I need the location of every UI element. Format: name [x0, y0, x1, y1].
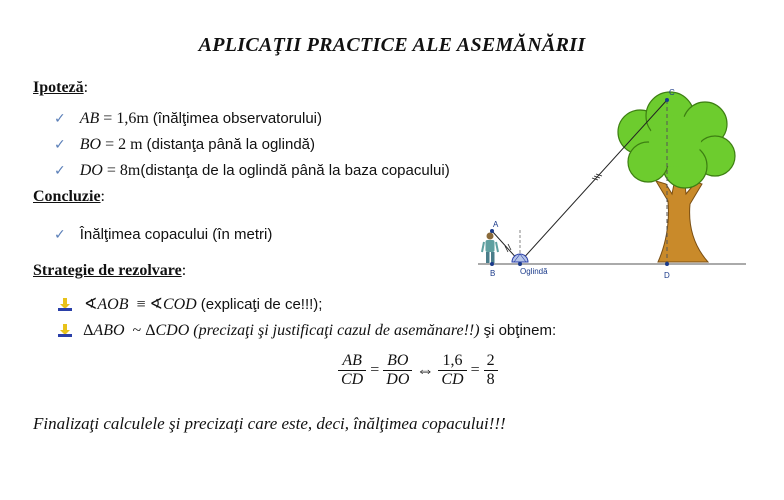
geometry-figure	[470, 86, 750, 282]
numerator: 2	[484, 352, 498, 371]
denominator: CD	[341, 371, 364, 388]
segment-name: AB	[79, 110, 100, 127]
step-note: (explicaţi de ce!!!);	[200, 296, 323, 313]
label-mirror: Oglindă	[520, 267, 548, 276]
label-d: D	[664, 271, 670, 280]
concluzie-heading-row: Concluzie:	[33, 188, 105, 205]
proportion-equation: $\frac{AB}{CD}$ = $\frac{BO}{DO}$ ⇔ $\frac{1,6}{CD}$ = $\frac{2}{8}$	[338, 352, 498, 389]
point-a	[490, 229, 494, 233]
segment-value: 2	[118, 136, 127, 153]
arrow-bullet-icon	[58, 298, 74, 312]
denominator: DO	[386, 371, 410, 388]
ipoteza-heading: Ipoteză	[33, 79, 84, 96]
page-title: APLICAŢII PRACTICE ALE ASEMĂNĂRII	[198, 34, 586, 56]
hypothesis-item: ✓ BO = 2 m (distanţa până la oglindă)	[54, 136, 315, 153]
unit: m	[136, 110, 149, 127]
label-c: C	[669, 88, 675, 97]
checkmark-icon: ✓	[54, 163, 66, 179]
denominator: 8	[486, 371, 495, 388]
label-b: B	[490, 269, 496, 278]
checkmark-icon: ✓	[54, 227, 66, 243]
segment-description: (distanţa până la oglindă)	[146, 136, 315, 153]
ipoteza-heading-row: Ipoteză:	[33, 79, 89, 96]
step-note: (precizaţi şi justificaţi cazul de asemănare!!)	[193, 322, 480, 339]
fraction	[383, 352, 412, 389]
observer-person-icon	[482, 233, 498, 264]
hypothesis-item: ✓ AB = 1,6m (înălţimea observatorului)	[54, 110, 323, 127]
point-c	[665, 98, 669, 102]
point-d	[665, 262, 669, 266]
checkmark-icon: ✓	[54, 111, 66, 127]
fraction	[438, 352, 466, 389]
hypothesis-item: ✓ DO = 8m(distanţa de la oglindă până la baza copacului)	[54, 162, 450, 179]
strategy-step: ΔABO ~ ΔCDO (precizaţi şi justificaţi cazul de asemănare!!) şi obţinem:	[58, 322, 556, 340]
final-instruction: Finalizaţi calculele şi precizaţi care este, deci, înălţimea copacului!!!	[33, 414, 506, 433]
angle-name: AOB	[97, 296, 129, 313]
triangle-name: CDO	[155, 322, 190, 339]
unit: m	[127, 162, 141, 179]
fraction	[484, 352, 498, 389]
strategy-step: ∢AOB ≡ ∢COD (explicaţi de ce!!!);	[58, 294, 322, 314]
numerator: 1,6	[438, 352, 466, 371]
segment-name: DO	[79, 162, 103, 179]
angle-name: COD	[162, 296, 197, 313]
denominator: CD	[441, 371, 464, 388]
fraction	[338, 352, 366, 389]
strategie-heading: Strategie de rezolvare	[33, 262, 182, 279]
label-a: A	[493, 220, 499, 229]
numerator: AB	[338, 352, 366, 371]
step-tail: şi obţinem:	[483, 322, 557, 339]
segment-value: 8	[119, 162, 128, 179]
triangle-name: ABO	[93, 322, 125, 339]
point-o	[518, 262, 522, 266]
conclusion-text: Înălţimea copacului (în metri)	[79, 226, 273, 243]
segment-value: 1,6	[116, 110, 137, 127]
arrow-bullet-icon	[58, 324, 74, 338]
tree-canopy	[618, 92, 735, 188]
numerator: BO	[383, 352, 412, 371]
ray-arrow-icon	[592, 174, 602, 180]
conclusion-item	[54, 226, 272, 244]
strategie-heading-row: Strategie de rezolvare:	[33, 262, 187, 279]
checkmark-icon: ✓	[54, 137, 66, 153]
unit: m	[130, 136, 143, 153]
point-b	[490, 262, 494, 266]
segment-description: (distanţa de la oglindă până la baza copacului)	[140, 162, 450, 179]
concluzie-heading: Concluzie	[33, 188, 101, 205]
segment-name: BO	[79, 136, 102, 153]
segment-description: (înălţimea observatorului)	[152, 110, 323, 127]
